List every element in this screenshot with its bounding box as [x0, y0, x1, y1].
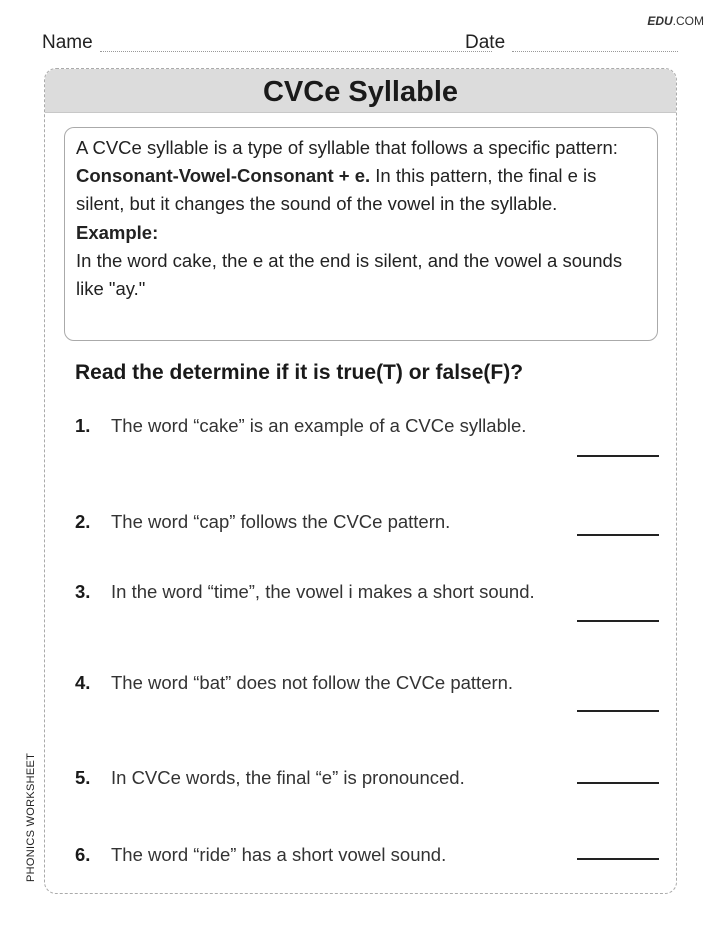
- brand-prefix: EDU: [647, 14, 673, 28]
- intro-text-start: A CVCe syllable is a type of syllable that follows a specific pattern:: [76, 137, 618, 158]
- question-number: 5.: [75, 767, 91, 788]
- answer-line[interactable]: [577, 710, 659, 712]
- question-text: The word “bat” does not follow the CVCe pattern.: [111, 672, 514, 693]
- question-title: Read the determine if it is true(T) or false(F)?: [75, 361, 524, 384]
- question-text: In the word “time”, the vowel i makes a short sound.: [111, 581, 535, 602]
- name-label: Name: [42, 32, 93, 53]
- intro-paragraph: [76, 134, 646, 219]
- intro-pattern: Consonant-Vowel-Consonant + e.: [76, 165, 371, 187]
- worksheet-card: [44, 68, 677, 894]
- question-number: 3.: [75, 581, 91, 602]
- question-number: 1.: [75, 415, 91, 436]
- answer-line[interactable]: [577, 782, 659, 784]
- example-label: Example:: [76, 221, 159, 243]
- brand-suffix: .COM: [672, 14, 704, 28]
- brand-logo: [647, 14, 704, 28]
- side-label: PHONICS WORKSHEET: [25, 752, 37, 882]
- name-date-row: [42, 32, 678, 56]
- example-text: In the word cake, the e at the end is silent, and the vowel a sounds like "ay.": [76, 249, 623, 300]
- date-label: Date: [465, 32, 506, 53]
- name-field-line[interactable]: [100, 51, 492, 52]
- worksheet-title: CVCe Syllable: [45, 69, 676, 113]
- answer-line[interactable]: [577, 620, 659, 622]
- question-number: 2.: [75, 511, 91, 532]
- answer-line[interactable]: [577, 858, 659, 860]
- question-text: In CVCe words, the final “e” is pronounced.: [111, 767, 465, 788]
- question-number: 4.: [75, 672, 91, 693]
- question-number: 6.: [75, 844, 91, 865]
- answer-line[interactable]: [577, 534, 659, 536]
- question-text: The word “cap” follows the CVCe pattern.: [111, 511, 451, 532]
- intro-box: [64, 127, 658, 341]
- question-text: The word “ride” has a short vowel sound.: [111, 844, 447, 865]
- intro-text-end: In this pattern, the final e is silent, but it changes the sound of the vowel in the syllable.: [76, 165, 597, 215]
- question-text: The word “cake” is an example of a CVCe syllable.: [111, 415, 527, 436]
- date-field-line[interactable]: [512, 51, 678, 52]
- answer-line[interactable]: [577, 455, 659, 457]
